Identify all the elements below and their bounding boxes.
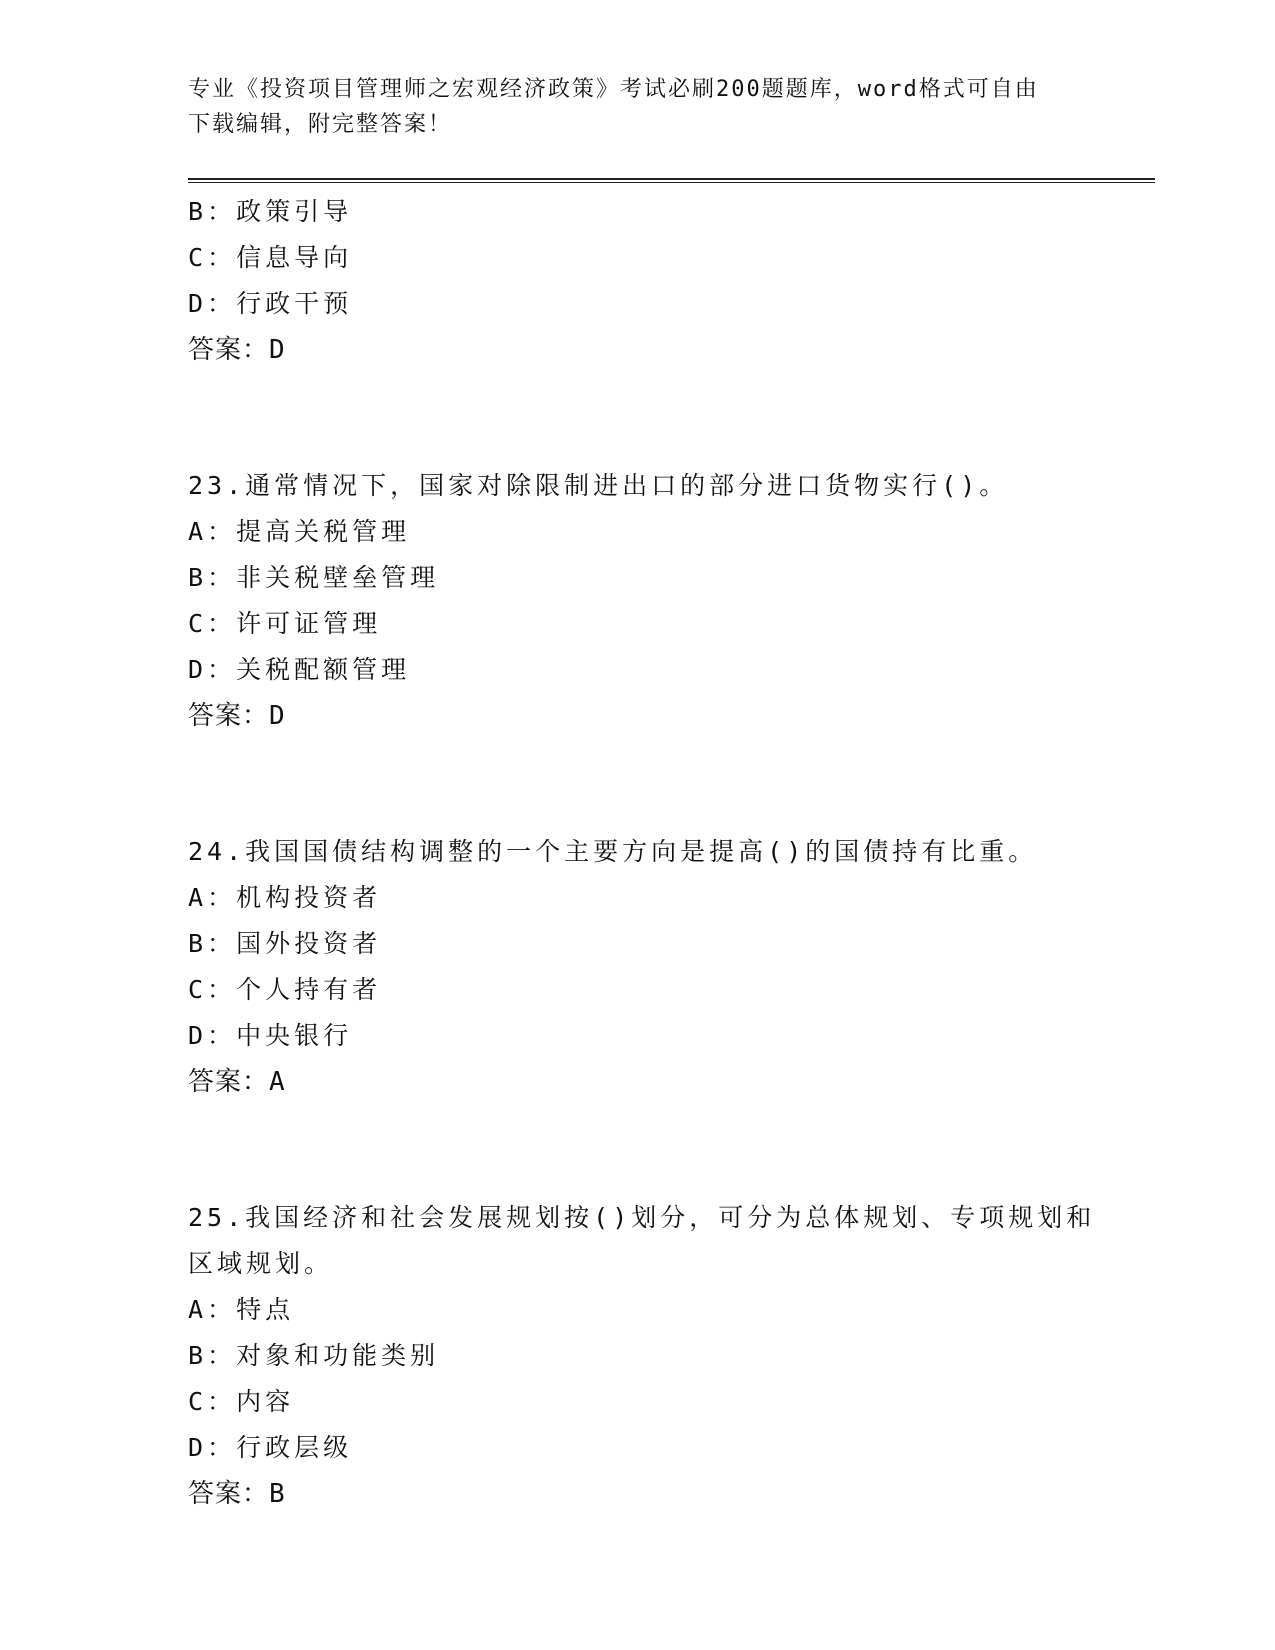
option-d: [188, 1013, 1088, 1059]
question-list: [188, 189, 1096, 1517]
option-label: B：: [188, 563, 237, 592]
block-spacer: [188, 373, 1088, 463]
option-a: [188, 875, 1088, 921]
option-text: 行政层级: [236, 1433, 353, 1462]
option-label: B：: [188, 197, 237, 226]
option-b: [188, 921, 1088, 967]
option-label: B：: [188, 1341, 237, 1370]
answer-line: 答案：A: [188, 1067, 286, 1097]
option-label: C：: [188, 1387, 237, 1416]
option-label: A：: [188, 1295, 237, 1324]
question-text-line-2: 区域规划。: [188, 1249, 334, 1278]
option-label: D：: [188, 1021, 237, 1050]
option-text: 机构投资者: [236, 883, 382, 912]
question-block-24: [188, 829, 1088, 1105]
question-block-23: [188, 463, 1088, 739]
option-c: [188, 601, 1088, 647]
option-label: A：: [188, 883, 237, 912]
option-text: 非关税壁垒管理: [236, 563, 440, 592]
answer-line: 答案：B: [188, 1479, 286, 1509]
option-b: [188, 555, 1088, 601]
option-b: [188, 1333, 1088, 1379]
question-text: 24.我国国债结构调整的一个主要方向是提高()的国债持有比重。: [188, 837, 1038, 866]
option-d: [188, 647, 1088, 693]
header-line-1: 专业《投资项目管理师之宏观经济政策》考试必刷200题题库，word格式可自由: [188, 77, 1039, 102]
option-text: 国外投资者: [236, 929, 382, 958]
option-text: 关税配额管理: [236, 655, 411, 684]
option-text: 行政干预: [236, 289, 353, 318]
option-b: [188, 189, 1088, 235]
option-label: D：: [188, 655, 237, 684]
document-header: [188, 72, 1068, 142]
option-c: [188, 967, 1088, 1013]
option-c: [188, 1379, 1088, 1425]
option-label: A：: [188, 517, 237, 546]
option-text: 政策引导: [236, 197, 353, 226]
option-text: 内容: [236, 1387, 295, 1416]
question-text: 23.通常情况下，国家对除限制进出口的部分进口货物实行()。: [188, 471, 1009, 500]
option-text: 特点: [236, 1295, 295, 1324]
header-line-2: 下载编辑，附完整答案！: [188, 112, 453, 137]
option-label: D：: [188, 1433, 237, 1462]
question-text-line-1: 25.我国经济和社会发展规划按()划分，可分为总体规划、专项规划和: [188, 1203, 1096, 1232]
block-spacer: [188, 1105, 1088, 1195]
option-d: [188, 1425, 1088, 1471]
header-rule-thin: [188, 182, 1155, 183]
option-a: [188, 1287, 1088, 1333]
option-label: D：: [188, 289, 237, 318]
option-text: 许可证管理: [236, 609, 382, 638]
question-block-22: [188, 189, 1088, 373]
option-label: C：: [188, 243, 237, 272]
option-text: 信息导向: [236, 243, 353, 272]
header-rule-thick: [188, 178, 1155, 180]
option-a: [188, 509, 1088, 555]
option-label: B：: [188, 929, 237, 958]
option-text: 中央银行: [236, 1021, 353, 1050]
option-text: 提高关税管理: [236, 517, 411, 546]
option-text: 个人持有者: [236, 975, 382, 1004]
question-block-25: [188, 1195, 1096, 1517]
answer-line: 答案：D: [188, 335, 286, 365]
option-d: [188, 281, 1088, 327]
option-label: C：: [188, 609, 237, 638]
option-c: [188, 235, 1088, 281]
block-spacer: [188, 739, 1088, 829]
answer-line: 答案：D: [188, 701, 286, 731]
option-text: 对象和功能类别: [236, 1341, 440, 1370]
option-label: C：: [188, 975, 237, 1004]
